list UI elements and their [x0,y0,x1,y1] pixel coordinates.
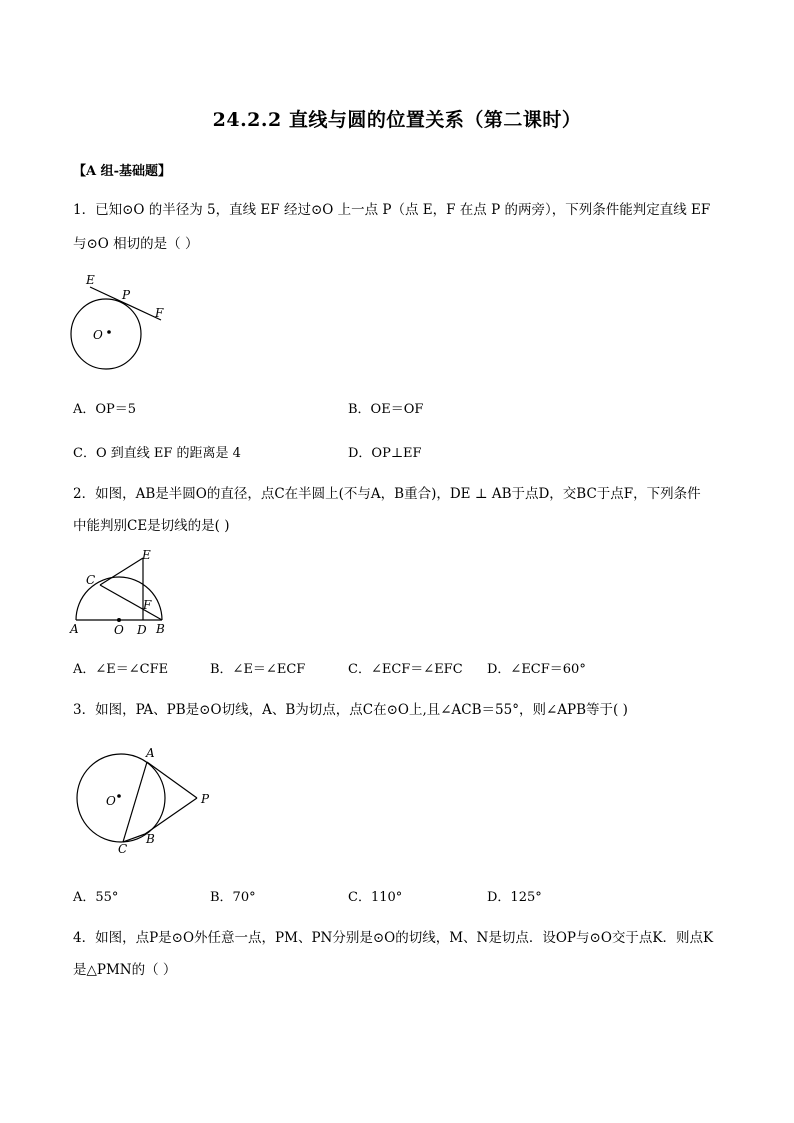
q3-tangent-pb [145,798,197,834]
q3-label-p: P [201,792,210,806]
q2-option-d: D．∠ECF＝60° [487,662,586,677]
q3-label-o: O [106,794,116,808]
q4-text-line1: 4．如图，点P是⊙O外任意一点，PM、PN分别是⊙O的切线，M、N是切点．设OP与⊙O交于点K．则点K [73,930,714,946]
q1-label-f: F [155,306,164,320]
q3-tangent-pa [147,762,197,798]
q2-label-o: O [114,623,124,637]
q2-figure [68,550,168,635]
q2-label-e: E [142,548,151,562]
q3-chord-cb [123,834,145,842]
q1-text-line2: 与⊙O 相切的是（ ） [73,236,199,252]
q3-center-dot [117,794,121,798]
q2-option-b: B．∠E＝∠ECF [210,662,306,677]
q3-text-line1: 3．如图，PA、PB是⊙O切线，A、B为切点，点C在⊙O上,且∠ACB＝55°，则∠APB等于( ) [73,702,628,718]
q2-label-d: D [137,623,147,637]
q1-option-b: B．OE＝OF [348,402,424,417]
q2-option-c: C．∠ECF＝∠EFC [348,662,463,677]
q2-option-a: A．∠E＝∠CFE [73,662,169,677]
q3-label-a: A [146,746,155,760]
q1-label-e: E [86,273,95,287]
q4-text-line2: 是△PMN的（ ） [73,962,177,978]
q2-label-a: A [70,622,79,636]
q3-option-c: C．110° [348,890,403,905]
q1-circle [71,299,141,369]
q3-chord-ac [123,762,147,842]
q3-label-c: C [118,842,128,856]
q2-text-line2: 中能判别CE是切线的是( ) [73,518,230,534]
q2-line-cb [100,585,162,620]
q1-option-c: C．O 到直线 EF 的距离是 4 [73,446,241,461]
q1-figure [60,268,180,373]
q1-option-d: D．OP⊥EF [348,446,422,461]
q3-option-a: A．55° [73,890,119,905]
q1-text-line1: 1．已知⊙O 的半径为 5，直线 EF 经过⊙O 上一点 P（点 E，F 在点 P 的两旁），下列条件能判定直线 EF [73,202,711,218]
page-title: 24.2.2 直线与圆的位置关系（第二课时） [212,109,582,131]
q3-figure [70,742,220,857]
q2-label-b: B [156,622,165,636]
q1-option-a: A．OP＝5 [73,402,137,417]
q2-label-f: F [143,598,152,612]
section-heading: 【A 组-基础题】 [73,164,172,179]
q3-label-b: B [146,832,155,846]
q1-label-p: P [122,288,131,302]
q2-center-dot [117,618,121,622]
q3-option-b: B．70° [210,890,256,905]
q2-label-c: C [86,573,96,587]
q1-label-o: O [93,328,103,342]
q3-option-d: D．125° [487,890,542,905]
q2-text-line1: 2．如图，AB是半圆O的直径，点C在半圆上(不与A，B重合)，DE ⊥ AB于点D，交BC于点F，下列条件 [73,486,701,502]
q1-center-dot [107,330,111,334]
